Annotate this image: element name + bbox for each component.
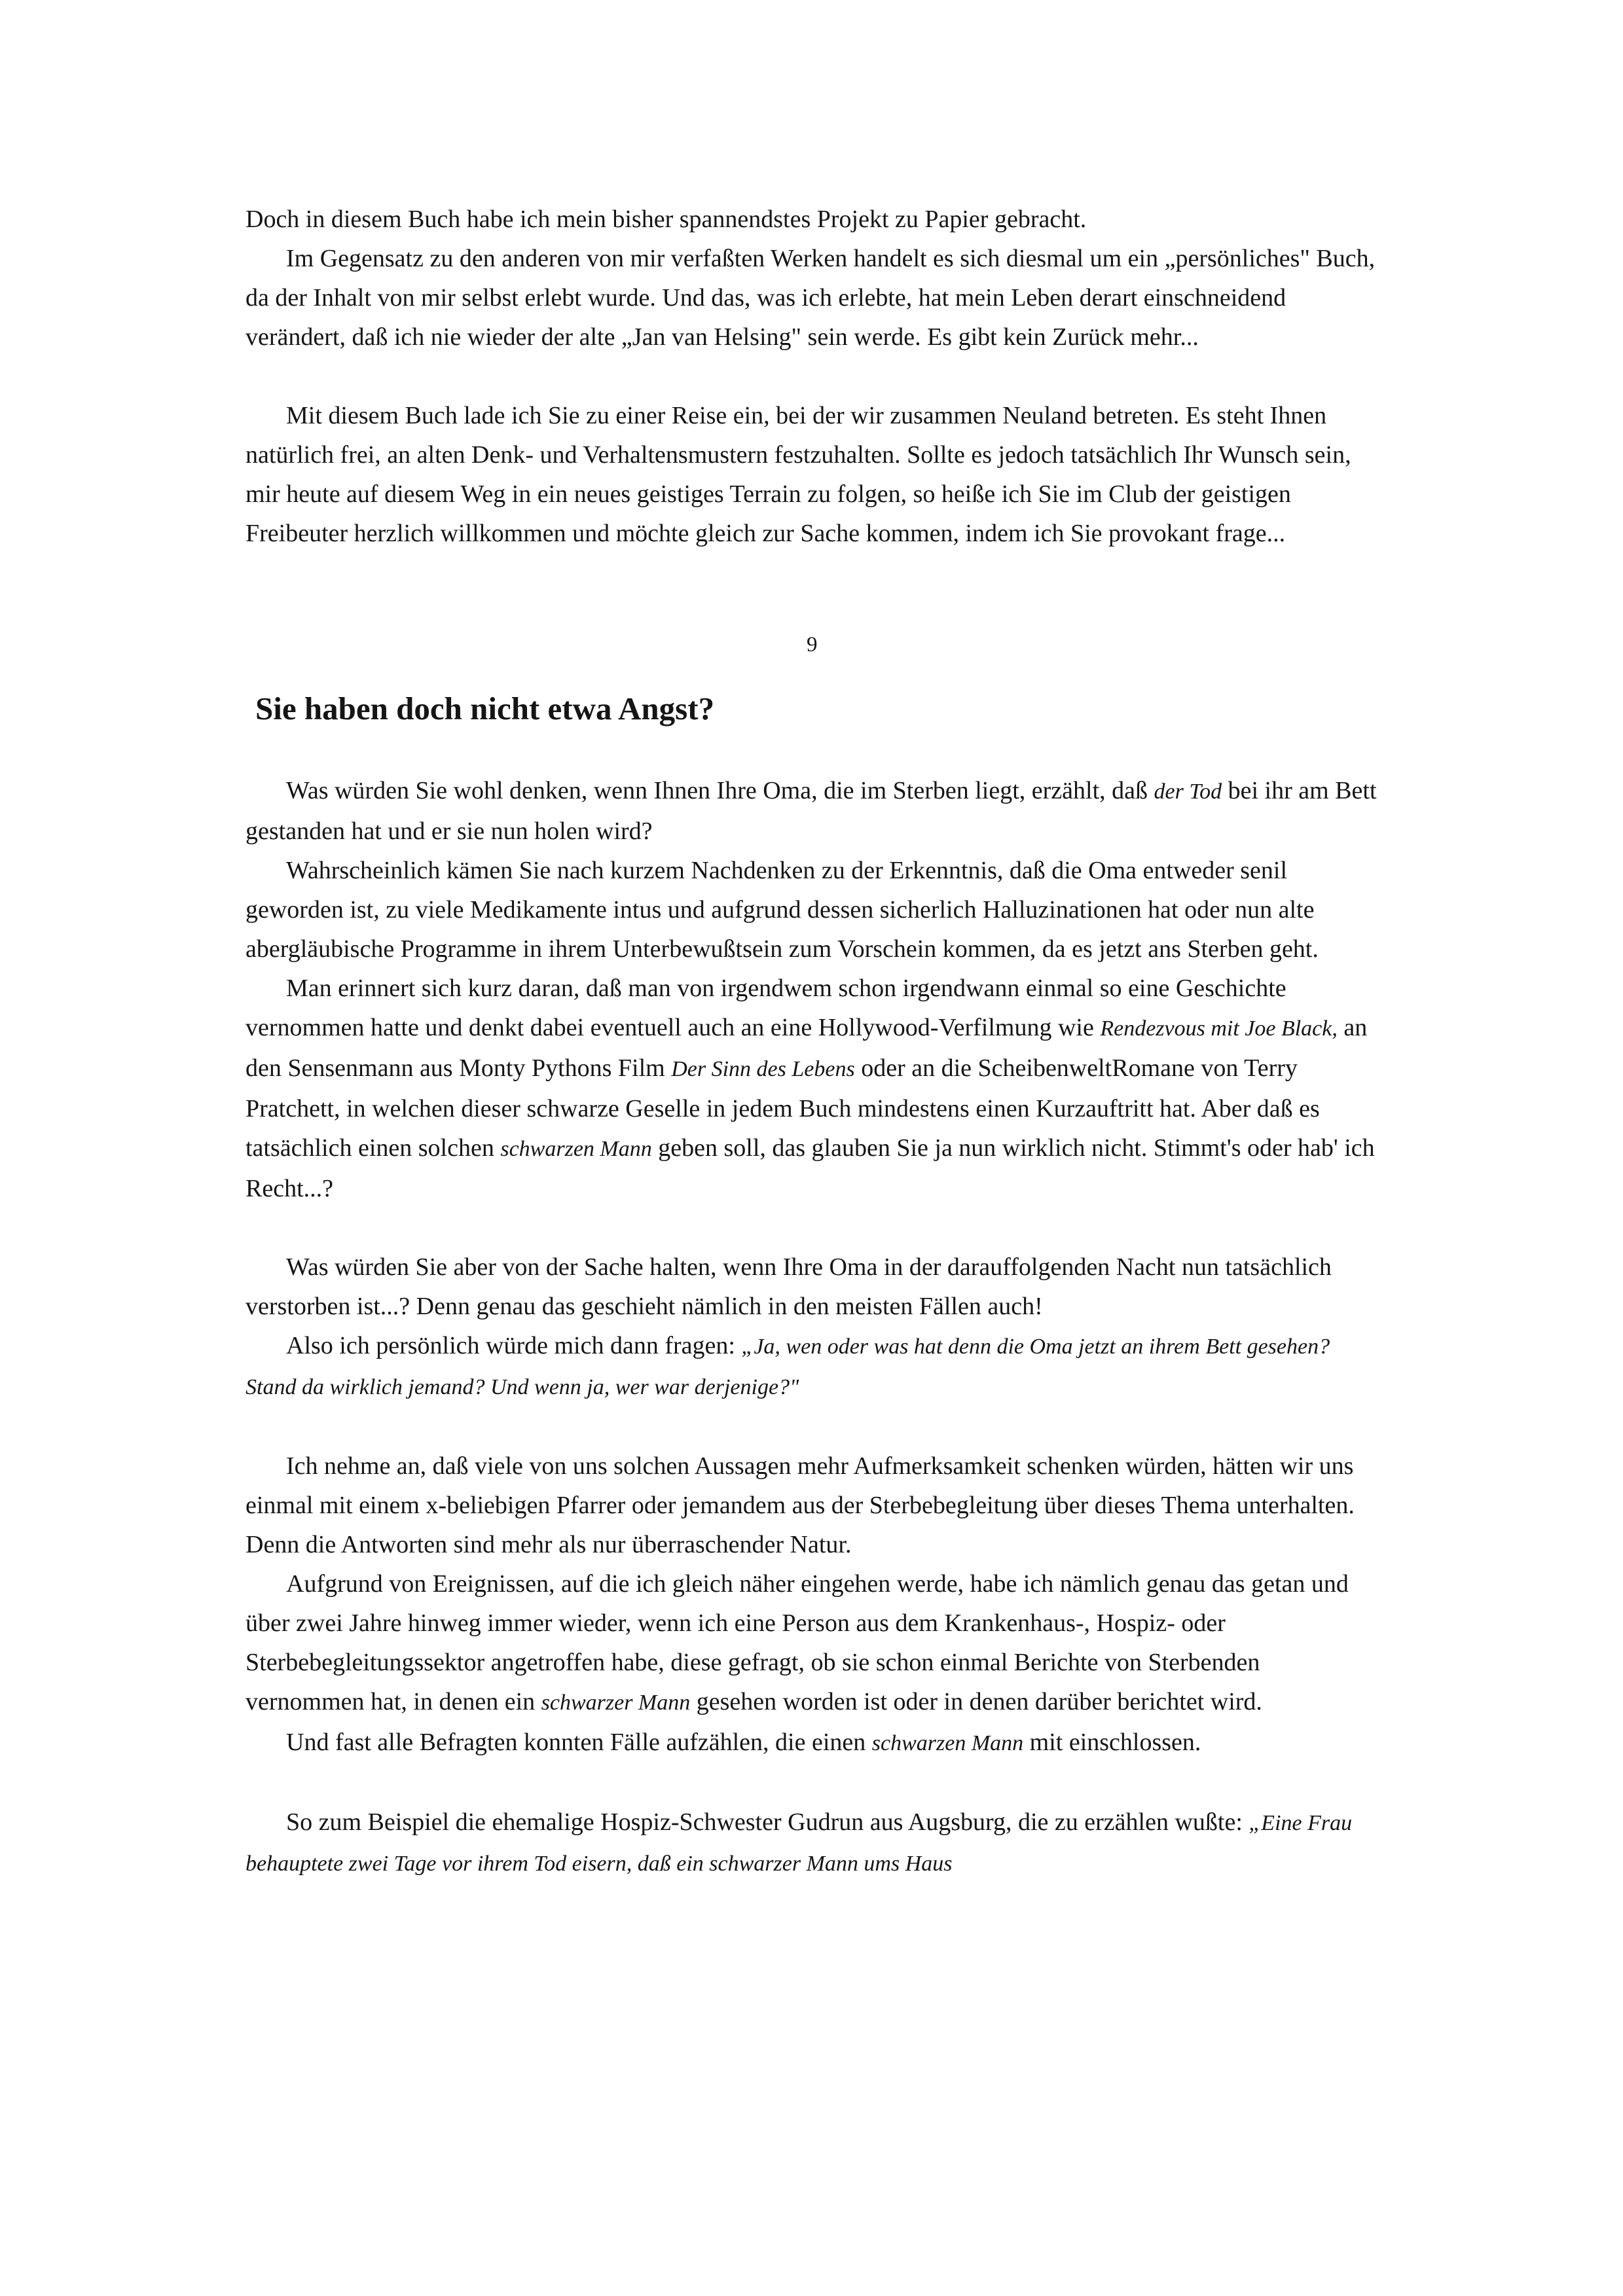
text-run: Man erinnert sich kurz daran, daß man von irgendwem schon irgendwann einmal so eine Geschichte vernommen hatte und denkt dabei eventuell auch an eine Hollywood-Verfilmung wie	[246, 975, 1286, 1041]
text-run: bei ihr am Bett gestanden hat und er sie nun holen wird?	[246, 777, 1377, 845]
paragraph-1	[246, 771, 1381, 851]
page-number: 9	[807, 633, 818, 656]
text-run: geben soll, das glauben Sie ja nun wirklich nicht. Stimmt's oder hab' ich Recht...?	[246, 1134, 1375, 1202]
intro-paragraph-2: Mit diesem Buch lade ich Sie zu einer Reise ein, bei der wir zusammen Neuland betreten. Es steht Ihnen natürlich frei, an alten Denk- und Verhaltensmustern festzuhalten. Sollte es jedoch tatsächlich Ihr Wunsch sein, mir heute auf diesem Weg in ein neues geistiges Terrain zu folgen, so heiße ich Sie im Club der geistigen Freibeuter herzlich willkommen und möchte gleich zur Sache kommen, indem ich Sie provokant frage...	[246, 402, 1351, 547]
text-run: an den Sensenmann aus Monty Pythons Film	[246, 1014, 1368, 1082]
paragraph-5	[246, 1326, 1381, 1407]
text-run: oder an die ScheibenweltRomane von Terry Pratchett, in welchen dieser schwarze Geselle in jedem Buch mindestens einen Kurzauftritt hat. Aber daß es tatsächlich einen solchen	[246, 1054, 1320, 1162]
italic-quote: „Ja, wen oder was hat denn die Oma jetzt an ihrem Bett gesehen? Stand da wirklich jemand? Und wenn ja, wer war derjenige?"	[246, 1335, 1330, 1399]
italic-film-title: Der Sinn des Lebens	[671, 1057, 855, 1081]
intro-text-block	[246, 200, 1381, 553]
text-run: So zum Beispiel die ehemalige Hospiz-Schwester Gudrun aus Augsburg, die zu erzählen wußte:	[286, 1808, 1249, 1836]
section-heading: Sie haben doch nicht etwa Angst?	[255, 691, 715, 726]
italic-text: schwarzen Mann	[871, 1731, 1024, 1755]
section-body	[246, 771, 1381, 1884]
italic-text: schwarzer Mann	[541, 1691, 691, 1715]
paragraph-6: Ich nehme an, daß viele von uns solchen Aussagen mehr Aufmerksamkeit schenken würden, hätten wir uns einmal mit einem x-beliebigen Pfarrer oder jemandem aus der Sterbebegleitung über dieses Thema unterhalten. Denn die Antworten sind mehr als nur überraschender Natur.	[246, 1452, 1355, 1558]
text-run: Was würden Sie wohl denken, wenn Ihnen Ihre Oma, die im Sterben liegt, erzählt, daß	[286, 777, 1154, 804]
text-run: mit einschlossen.	[1023, 1729, 1201, 1756]
text-run: gesehen worden ist oder in denen darüber berichtet wird.	[690, 1688, 1262, 1715]
paragraph-3	[246, 969, 1381, 1208]
italic-text: der Tod	[1154, 780, 1222, 804]
paragraph-4: Was würden Sie aber von der Sache halten, wenn Ihre Oma in der darauffolgenden Nacht nun tatsächlich verstorben ist...? Denn genau das geschieht nämlich in den meisten Fällen auch!	[246, 1253, 1332, 1320]
intro-paragraph-1: Im Gegensatz zu den anderen von mir verfaßten Werken handelt es sich diesmal um ein „persönliches" Buch, da der Inhalt von mir selbst erlebt wurde. Und das, was ich erlebte, hat mein Leben derart einschneidend verändert, daß ich nie wieder der alte „Jan van Helsing" sein werde. Es gibt kein Zurück mehr...	[246, 245, 1376, 351]
paragraph-9	[246, 1803, 1381, 1884]
italic-film-title: Rendezvous mit Joe Black,	[1100, 1016, 1338, 1041]
italic-text: schwarzen Mann	[500, 1137, 652, 1161]
text-run: Und fast alle Befragten konnten Fälle aufzählen, die einen	[286, 1729, 872, 1756]
text-run: Also ich persönlich würde mich dann fragen:	[286, 1332, 742, 1359]
intro-line: Doch in diesem Buch habe ich mein bisher spannendstes Projekt zu Papier gebracht.	[246, 206, 1087, 233]
paragraph-7	[246, 1564, 1381, 1723]
paragraph-8	[246, 1723, 1381, 1763]
italic-quote: „Eine Frau behauptete zwei Tage vor ihrem Tod eisern, daß ein schwarzer Mann ums Haus	[246, 1811, 1353, 1876]
paragraph-2: Wahrscheinlich kämen Sie nach kurzem Nachdenken zu der Erkenntnis, daß die Oma entweder senil geworden ist, zu viele Medikamente intus und aufgrund dessen sicherlich Halluzinationen hat oder nun alte abergläubische Programme in ihrem Unterbewußtsein zum Vorschein kommen, da es jetzt ans Sterben geht.	[246, 857, 1319, 963]
text-run: Aufgrund von Ereignissen, auf die ich gleich näher eingehen werde, habe ich nämlich genau das getan und über zwei Jahre hinweg immer wieder, wenn ich eine Person aus dem Krankenhaus-, Hospiz- oder Sterbebegleitungssektor angetroffen habe, diese gefragt, ob sie schon einmal Berichte von Sterbenden vernommen hat, in denen ein	[246, 1570, 1349, 1715]
